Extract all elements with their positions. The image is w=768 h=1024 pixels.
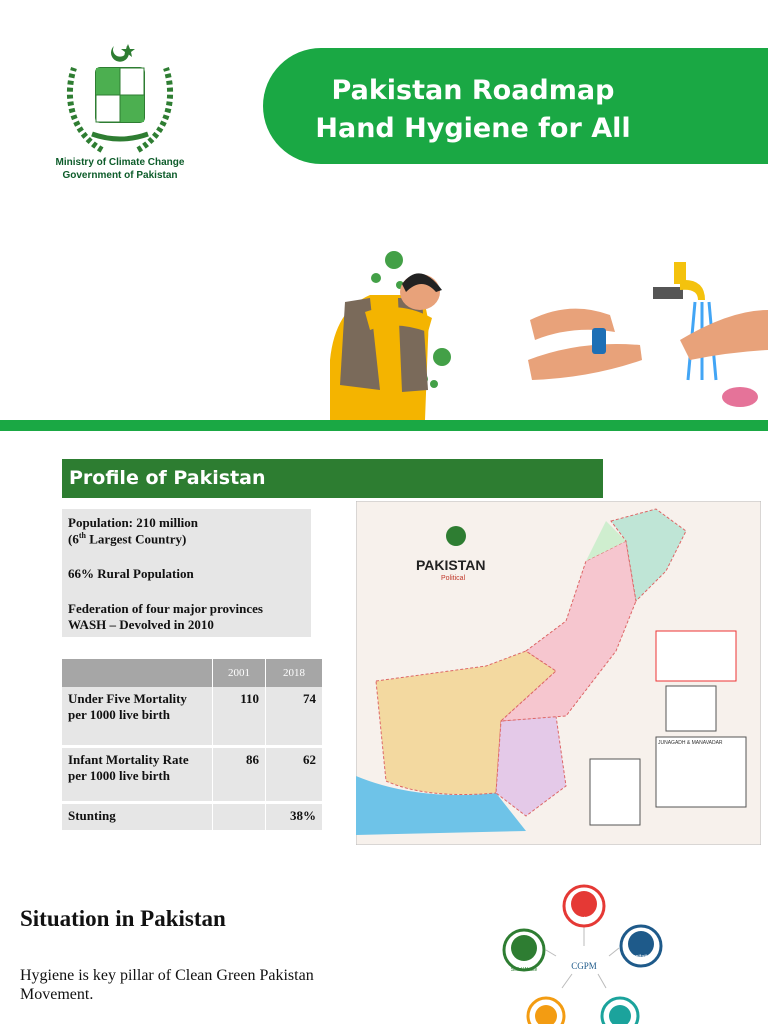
row-label: Infant Mortality Rate per 1000 live birth [62,748,213,804]
ministry-line-1: Ministry of Climate Change [55,157,185,168]
profile-heading: Profile of Pakistan [69,467,266,489]
title-line-2: Hand Hygiene for All [315,113,631,144]
table-row [62,804,323,833]
value-2001: 110 [213,687,266,748]
divider-bar [0,420,768,431]
sanitizer-hands-icon [528,309,642,380]
column-header: 2001 [213,659,266,687]
column-header [62,659,213,687]
hygiene-illustration [310,240,768,420]
value-2001 [213,804,266,833]
cgpm-node-label: Sanitation [628,954,654,960]
health-stats-table [62,659,323,833]
federation-text: Federation of four major provinces [68,601,263,616]
situation-text: Hygiene is key pillar of Clean Green Pakistan Movement. [20,967,314,1003]
cgpm-diagram [494,876,674,1024]
cgpm-center-label: CGPM [571,961,597,971]
cgpm-node-label: Solid Waste [510,967,538,973]
table-header-row [62,659,323,687]
title-line-1: Pakistan Roadmap [331,75,615,106]
table-row [62,687,323,748]
value-2018: 74 [266,687,323,748]
title-banner [263,48,768,164]
country-rank: (6th Largest Country) [68,531,187,547]
table-row [62,748,323,804]
state-emblem-icon [62,38,178,156]
ministry-name [40,156,200,182]
profile-heading-bar [62,459,603,498]
cgpm-node-label: Hygiene [572,917,596,923]
value-2018: 62 [266,748,323,804]
profile-info-box [62,509,311,637]
column-header: 2018 [266,659,323,687]
situation-heading: Situation in Pakistan [20,906,226,931]
pakistan-map [356,501,761,845]
row-label: Under Five Mortality per 1000 live birth [62,687,213,748]
map-inset-label: JUNAGADH & MANAVADAR [658,740,723,746]
tap-washing-icon [653,262,768,407]
population-text: Population: 210 million [68,515,199,530]
coughing-man-icon [330,273,442,420]
map-subtitle: Political [441,575,466,582]
wash-text: WASH – Devolved in 2010 [68,617,214,632]
value-2001: 86 [213,748,266,804]
value-2018: 38% [266,804,323,833]
rural-text: 66% Rural Population [68,566,194,581]
row-label: Stunting [62,804,213,833]
map-title: PAKISTAN [416,557,486,573]
ministry-line-2: Government of Pakistan [62,170,178,181]
